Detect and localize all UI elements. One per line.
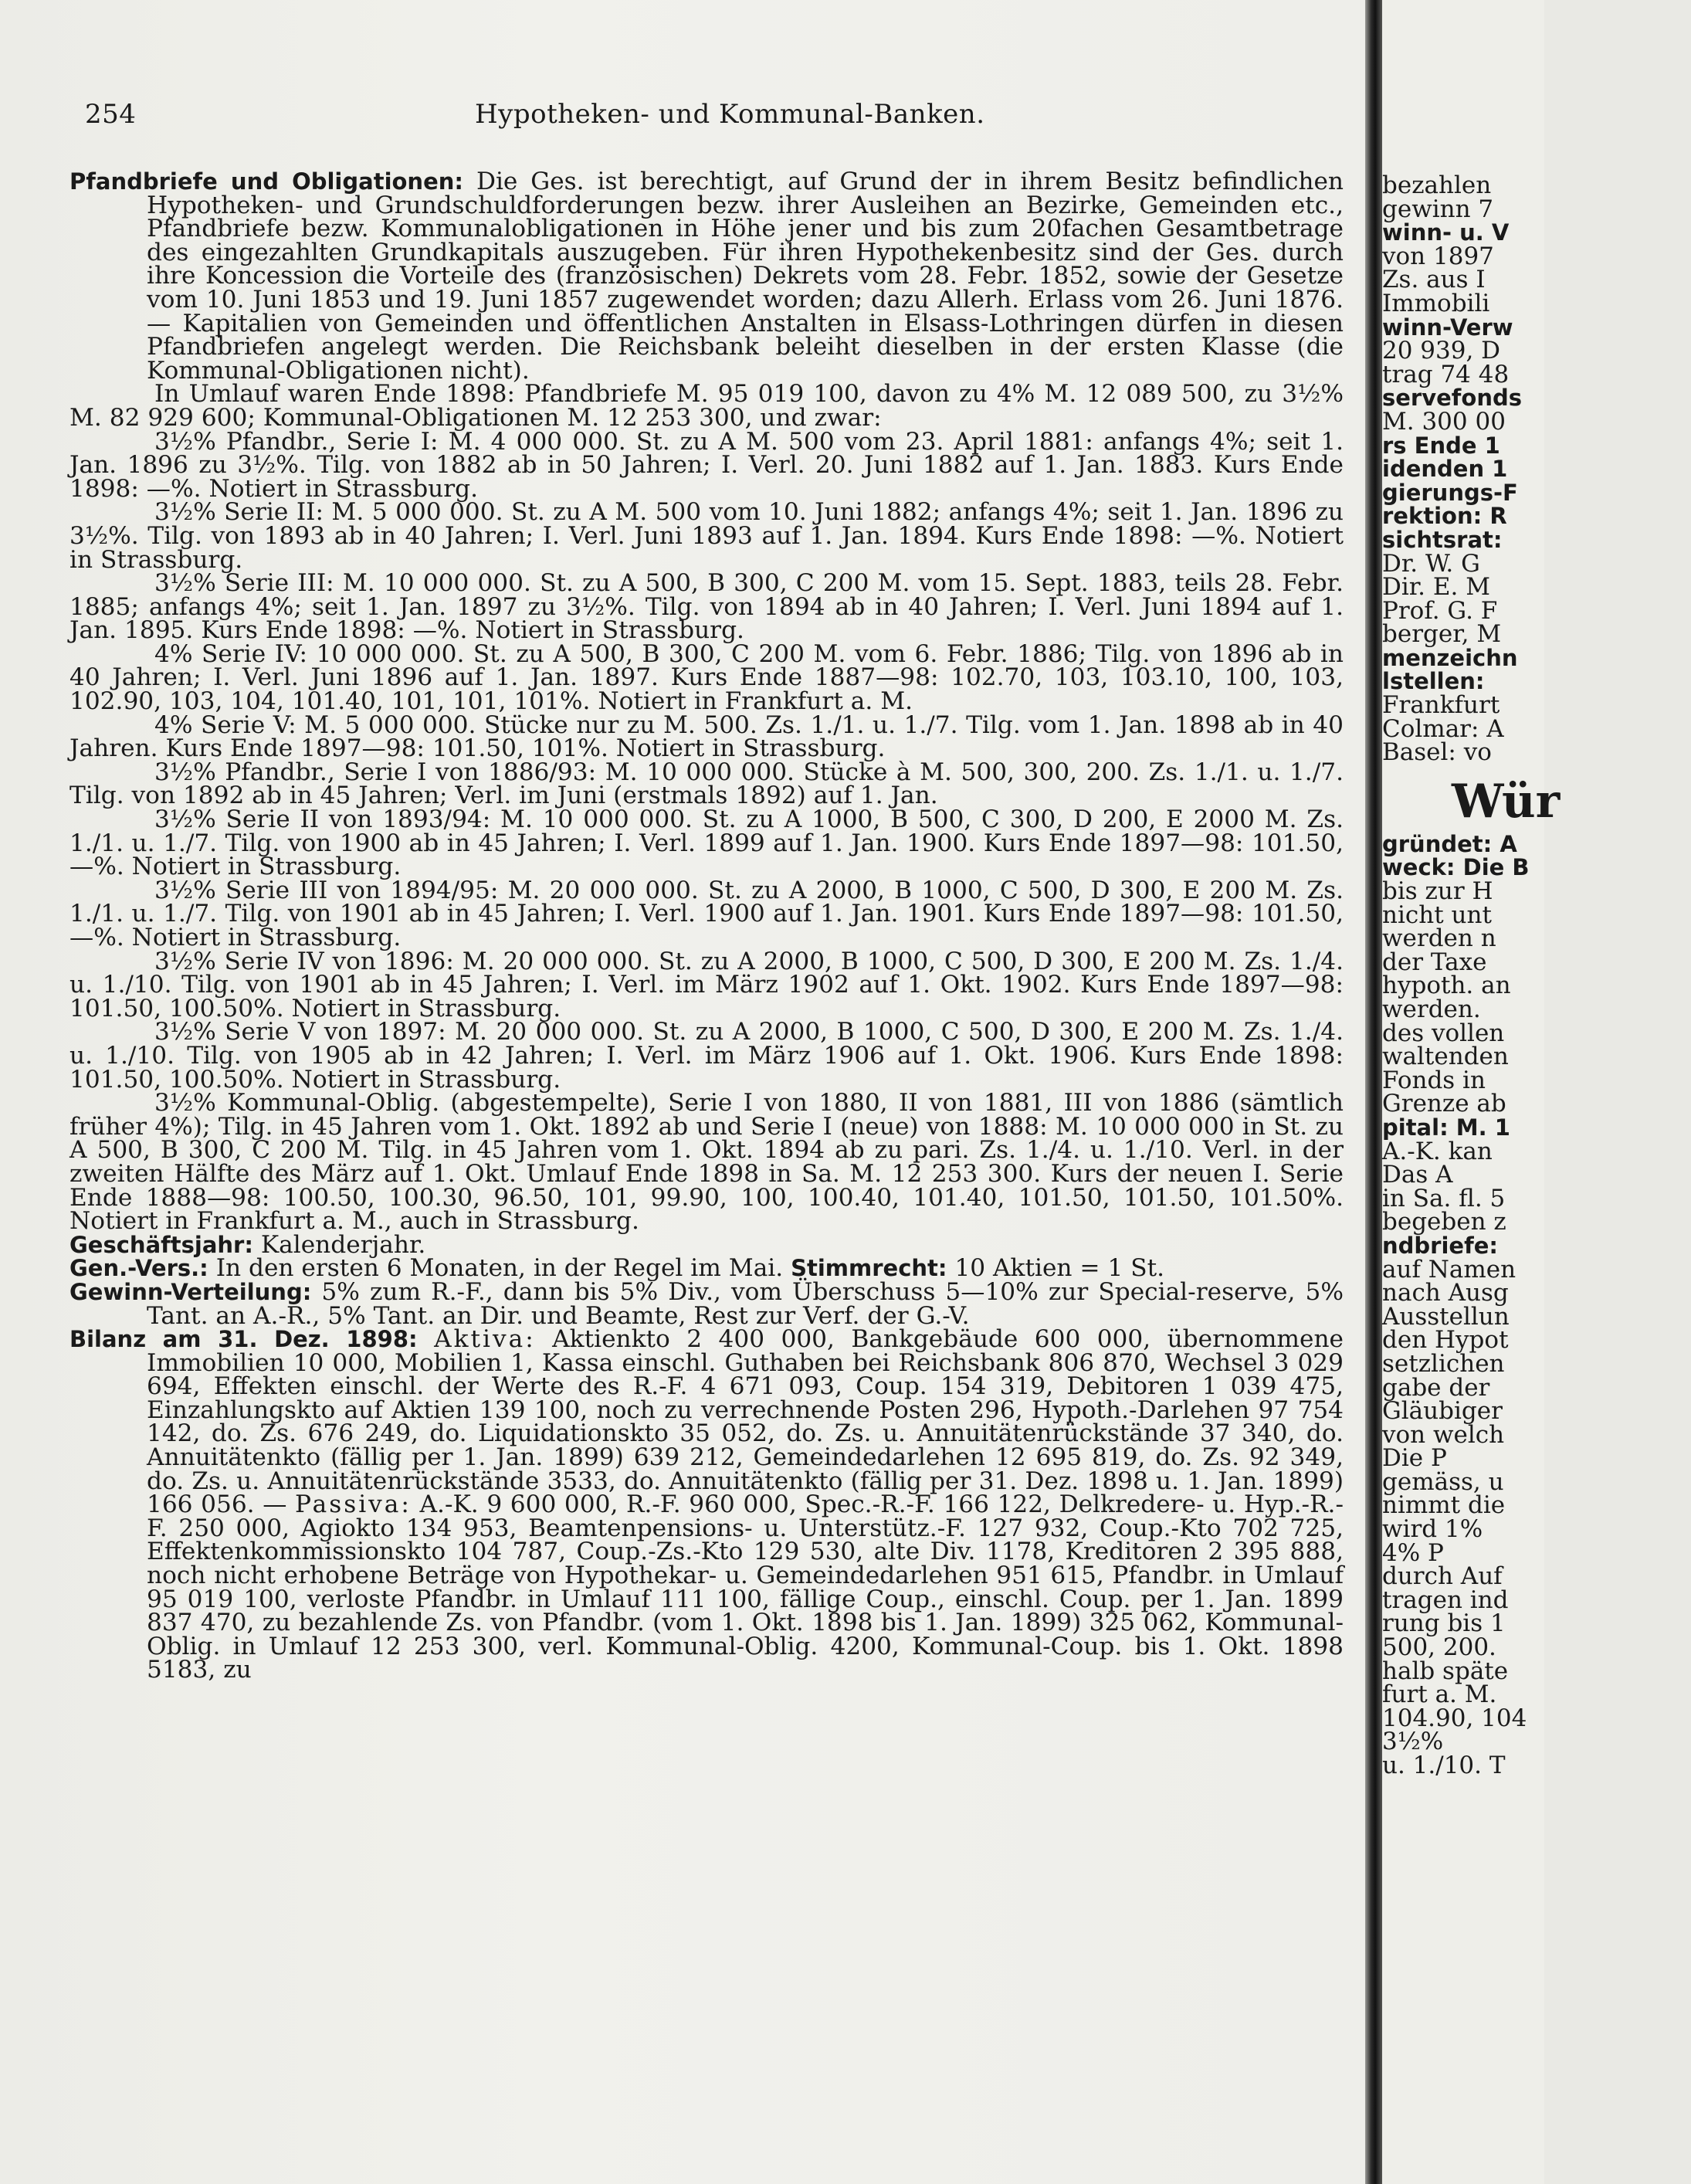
main-text-column xyxy=(69,170,1344,1682)
page-title: Hypotheken- und Kommunal-Banken. xyxy=(475,99,985,130)
right-page-line: Gläubiger xyxy=(1382,1397,1503,1426)
umlauf-paragraph: In Umlauf waren Ende 1898: Pfandbriefe M. 95 019 100, davon zu 4% M. 12 089 500, zu 3½% M. 82 929 600; Kommunal-Obligationen M. 12 253 300, und zwar: xyxy=(69,380,1344,432)
right-page-line: bis zur H xyxy=(1382,877,1493,906)
right-page-line: gemäss, u xyxy=(1382,1467,1504,1496)
right-page-line: von 1897 xyxy=(1382,242,1494,270)
right-page-edge xyxy=(1382,0,1561,2184)
series-entry: 3½% Pfandbr., Serie I: M. 4 000 000. St. zu A M. 500 vom 23. April 1881: anfangs 4%; seit 1. Jan. 1896 zu 3½%. Tilg. von 1882 ab in 50 Jahren; I. Verl. 20. Juni 1882 auf 1. Jan. 1883. Kurs Ende 1898: —%. Notiert in Strassburg. xyxy=(69,427,1344,503)
right-page-line: gabe der xyxy=(1382,1373,1490,1402)
right-page-line: lstellen: xyxy=(1382,668,1485,695)
right-page-line: furt a. M. xyxy=(1382,1680,1497,1709)
right-page-line: weck: Die B xyxy=(1382,854,1530,881)
right-page-line: nicht unt xyxy=(1382,900,1492,929)
bilanz-paragraph xyxy=(69,1325,1344,1684)
gen-vers-heading: Gen.-Vers.: xyxy=(69,1255,208,1282)
right-page-line: der Taxe xyxy=(1382,948,1487,976)
right-page-line: Colmar: A xyxy=(1382,714,1504,743)
right-page-line: sichtsrat: xyxy=(1382,526,1503,553)
geschaeftsjahr-text: Kalenderjahr. xyxy=(260,1230,426,1259)
right-page-line: trag 74 48 xyxy=(1382,360,1510,388)
right-page-line: nimmt die xyxy=(1382,1491,1506,1520)
passiva-text: A.-K. 9 600 000, R.-F. 960 000, Spec.-R.-F. 166 122, Delkredere- u. Hyp.-R.-F. 250 000, Agiokto 134 953, Beamtenpensions- u. Unterstütz.-F. 127 932, Coup.-Kto 702 725, Effektenkommissionskto 104 787, Coup.-Zs.-Kto 129 530, alte Div. 1178, Kreditoren 2 395 888, noch nicht erhobene Beträge von Hypothekar- u. Gemeindedarlehen 951 615, Pfandbr. in Umlauf 95 019 100, verloste Pfandbr. in Umlauf 111 100, fällige Coup., einschl. Coup. per 1. Jan. 1899 837 470, zu bezahlende Zs. von Pfandbr. (vom 1. Okt. 1898 bis 1. Jan. 1899) 325 062, Kommunal-Oblig. in Umlauf 12 253 300, verl. Kommunal-Oblig. 4200, Kommunal-Coup. bis 1. Okt. 1898 5183, zu xyxy=(147,1490,1344,1684)
series-entry: 3½% Serie III von 1894/95: M. 20 000 000. St. zu A 2000, B 1000, C 500, D 300, E 200 M. Zs. 1./1. u. 1./7. Tilg. von 1901 ab in 45 Jahren; I. Verl. 1900 auf 1. Jan. 1901. Kurs Ende 1897—98: 101.50, —%. Notiert in Strassburg. xyxy=(69,876,1344,951)
passiva-label: Passiva: xyxy=(295,1490,412,1519)
right-page-line: winn-Verw xyxy=(1382,314,1513,341)
gewinn-verteilung-text: 5% zum R.-F., dann bis 5% Div., vom Überschuss 5—10% zur Special-reserve, 5% Tant. an A.-R., 5% Tant. an Dir. und Beamte, Rest zur Verf. der G.-V. xyxy=(147,1277,1344,1330)
right-page-line: bezahlen xyxy=(1382,171,1492,199)
right-page-line: rektion: R xyxy=(1382,503,1507,530)
right-page-line: rs Ende 1 xyxy=(1382,432,1500,459)
right-page-line: M. 300 00 xyxy=(1382,407,1506,436)
right-page-line: 500, 200. xyxy=(1382,1633,1496,1662)
right-page-line: gewinn 7 xyxy=(1382,195,1494,223)
pfandbriefe-text: Die Ges. ist berechtigt, auf Grund der in ihrem Besitz befindlichen Hypotheken- und Grundschuldforderungen bezw. ihrer Ausleihen an Bezirke, Gemeinden etc., Pfandbriefe bezw. Kommunalobligationen in Höhe jener und bis zum 20fachen Gesamtbetrage des eingezahlten Grundkapitals auszugeben. Für ihren Hypothekenbesitz sind der Ges. durch ihre Koncession die Vorteile des (französischen) Dekrets vom 28. Febr. 1852, sowie der Gesetze vom 10. Juni 1853 und 19. Juni 1857 zugewendet worden; dazu Allerh. Erlass vom 26. Juni 1876. — Kapitalien von Gemeinden und öffentlichen Anstalten in Elsass-Lothringen dürfen in diesen Pfandbriefen angelegt werden. Die Reichsbank beleiht dieselben in der ersten Klasse (die Kommunal-Obligationen nicht). xyxy=(147,168,1344,385)
page-number: 254 xyxy=(85,99,137,130)
right-page-line: winn- u. V xyxy=(1382,219,1510,246)
right-page-line: den Hypot xyxy=(1382,1326,1509,1355)
kommunal-entry: 3½% Kommunal-Oblig. (abgestempelte), Serie I von 1880, II von 1881, III von 1886 (sämtlich früher 4%); Tilg. in 45 Jahren vom 1. Okt. 1892 ab und Serie I (neue) von 1888: M. 10 000 000 in St. zu A 500, B 300, C 200 M. Tilg. in 45 Jahren vom 1. Okt. 1894 ab zu pari. Zs. 1./4. u. 1./10. Verl. in der zweiten Hälfte des März auf 1. Okt. Umlauf Ende 1898 in Sa. M. 12 253 300. Kurs der neuen I. Serie Ende 1888—98: 100.50, 100.30, 96.50, 101, 99.90, 100, 100.40, 101.40, 101.50, 101.50, 101.50%. Notiert in Frankfurt a. M., auch in Strassburg. xyxy=(69,1089,1344,1236)
stimmrecht-heading: Stimmrecht: xyxy=(791,1255,947,1282)
right-page-line: Frankfurt xyxy=(1382,691,1500,720)
right-page-line: Ausstellun xyxy=(1382,1302,1510,1331)
pfandbriefe-paragraph xyxy=(69,168,1344,385)
series-entry: 4% Serie V: M. 5 000 000. Stücke nur zu M. 500. Zs. 1./1. u. 1./7. Tilg. vom 1. Jan. 1898 ab in 40 Jahren. Kurs Ende 1897—98: 101.50, 101%. Notiert in Strassburg. xyxy=(69,710,1344,763)
aktiva-text: Aktienkto 2 400 000, Bankgebäude 600 000, übernommene Immobilien 10 000, Mobilien 1, Kassa einschl. Guthaben bei Reichsbank 806 870, Wechsel 3 029 694, Effekten einschl. der Werte des R.-F. 4 671 093, Coup. 154 319, Debitoren 1 039 475, Einzahlungskto auf Aktien 139 100, noch zu verrechnende Posten 296, Hypoth.-Darlehen 97 754 142, do. Zs. 676 249, do. Liquidationskto 35 052, do. Zs. u. Annuitätenrückstände 37 340, do. Annuitätenkto (fällig per 1. Jan. 1899) 639 212, Gemeindedarlehen 12 695 819, do. Zs. 92 349, do. Zs. u. Annuitätenrückstände 3533, do. Annuitätenkto (fällig per 31. Dez. 1898 u. 1. Jan. 1899) 166 056. — xyxy=(147,1325,1344,1519)
right-page-line: ndbriefe: xyxy=(1382,1232,1498,1259)
right-page-line: Basel: vo xyxy=(1382,738,1492,767)
right-page-line: hypoth. an xyxy=(1382,972,1511,1000)
right-page-line: Immobili xyxy=(1382,289,1490,317)
right-page-line: 4% P xyxy=(1382,1538,1444,1567)
right-page-line: nach Ausg xyxy=(1382,1279,1509,1307)
right-page-line: von welch xyxy=(1382,1420,1505,1449)
right-page-line: servefonds xyxy=(1382,385,1523,412)
gen-vers-line xyxy=(69,1254,1344,1283)
right-page-line: wird 1% xyxy=(1382,1515,1483,1544)
right-page-line: gründet: A xyxy=(1382,830,1517,857)
right-page-line: auf Namen xyxy=(1382,1255,1516,1284)
right-page-line: Prof. G. F xyxy=(1382,596,1498,625)
right-page-line: 3½% xyxy=(1382,1728,1444,1756)
right-page-line: A.-K. kan xyxy=(1382,1137,1493,1165)
right-page-line: setzlichen xyxy=(1382,1349,1505,1378)
right-page-line: Zs. aus I xyxy=(1382,266,1486,294)
right-page-line: idenden 1 xyxy=(1382,456,1508,483)
pfandbriefe-heading: Pfandbriefe und Obligationen: xyxy=(69,168,463,195)
bilanz-heading: Bilanz am 31. Dez. 1898: xyxy=(69,1326,418,1353)
right-page-heading: Wür xyxy=(1452,774,1561,829)
series-entry: 3½% Serie II: M. 5 000 000. St. zu A M. 500 vom 10. Juni 1882; anfangs 4%; seit 1. Jan. 1896 zu 3½%. Tilg. von 1893 ab in 40 Jahren; I. Verl. Juni 1893 auf 1. Jan. 1894. Kurs Ende 1898: —%. Notiert in Strassburg. xyxy=(69,498,1344,574)
right-page-line: in Sa. fl. 5 xyxy=(1382,1184,1506,1212)
right-page-line: gierungs-F xyxy=(1382,479,1518,506)
series-entry: 3½% Serie IV von 1896: M. 20 000 000. St. zu A 2000, B 1000, C 500, D 300, E 200 M. Zs. 1./4. u. 1./10. Tilg. von 1901 ab in 45 Jahren; I. Verl. im März 1902 auf 1. Okt. 1902. Kurs Ende 1897—98: 101.50, 100.50%. Notiert in Strassburg. xyxy=(69,947,1344,1022)
geschaeftsjahr-heading: Geschäftsjahr: xyxy=(69,1231,253,1258)
right-page-line: begeben z xyxy=(1382,1208,1506,1236)
right-page-line: Die P xyxy=(1382,1444,1447,1473)
right-page-fragments xyxy=(1382,171,1691,1779)
geschaeftsjahr-line xyxy=(69,1230,1344,1259)
right-page-line: Dir. E. M xyxy=(1382,573,1490,602)
gewinn-verteilung-paragraph xyxy=(69,1277,1344,1330)
right-page-line: werden n xyxy=(1382,924,1496,953)
right-page-line: waltenden xyxy=(1382,1043,1509,1071)
gewinn-verteilung-heading: Gewinn-Verteilung: xyxy=(69,1278,312,1305)
right-page-line: tragen ind xyxy=(1382,1585,1509,1614)
right-page-line: 104.90, 104 xyxy=(1382,1704,1527,1732)
right-page-line: Fonds in xyxy=(1382,1066,1486,1094)
right-page-line: rung bis 1 xyxy=(1382,1609,1506,1638)
stimmrecht-text: 10 Aktien = 1 St. xyxy=(954,1254,1165,1283)
running-head xyxy=(85,99,1320,136)
right-page-line: menzeichn xyxy=(1382,644,1518,671)
right-page-line: werden. xyxy=(1382,995,1481,1023)
gen-vers-text: In den ersten 6 Monaten, in der Regel im Mai. xyxy=(215,1254,784,1283)
aktiva-label: Aktiva: xyxy=(434,1325,536,1354)
right-page-line: Das A xyxy=(1382,1161,1453,1189)
right-page-line: u. 1./10. T xyxy=(1382,1752,1506,1779)
series-entry: 3½% Pfandbr., Serie I von 1886/93: M. 10 000 000. Stücke à M. 500, 300, 200. Zs. 1./1. u. 1./7. Tilg. von 1892 ab in 45 Jahren; Verl. im Juni (erstmals 1892) auf 1. Jan. xyxy=(69,758,1344,810)
series-entry: 3½% Serie III: M. 10 000 000. St. zu A 500, B 300, C 200 M. vom 15. Sept. 1883, teils 28. Febr. 1885; anfangs 4%; seit 1. Jan. 1897 zu 3½%. Tilg. von 1894 ab in 40 Jahren; I. Verl. Juni 1894 auf 1. Jan. 1895. Kurs Ende 1898: —%. Notiert in Strassburg. xyxy=(69,569,1344,645)
book-gutter xyxy=(1365,0,1382,2184)
right-page-line: berger, M xyxy=(1382,620,1502,649)
series-entry: 4% Serie IV: 10 000 000. St. zu A 500, B 300, C 200 M. vom 6. Febr. 1886; Tilg. von 1896 ab in 40 Jahren; I. Verl. Juni 1896 auf 1. Jan. 1897. Kurs Ende 1887—98: 102.70, 103, 103.10, 100, 103, 102.90, 103, 104, 101.40, 101, 101, 101%. Notiert in Frankfurt a. M. xyxy=(69,639,1344,716)
right-page-line: des vollen xyxy=(1382,1019,1505,1047)
right-page-line: Dr. W. G xyxy=(1382,549,1480,578)
series-entry: 3½% Serie II von 1893/94: M. 10 000 000. St. zu A 1000, B 500, C 300, D 200, E 2000 M. Zs. 1./1. u. 1./7. Tilg. von 1900 ab in 45 Jahren; I. Verl. 1899 auf 1. Jan. 1900. Kurs Ende 1897—98: 101.50, —%. Notiert in Strassburg. xyxy=(69,805,1344,881)
right-page-line: 20 939, D xyxy=(1382,337,1501,365)
right-page-line: durch Auf xyxy=(1382,1562,1503,1591)
series-entry: 3½% Serie V von 1897: M. 20 000 000. St. zu A 2000, B 1000, C 500, D 300, E 200 M. Zs. 1./4. u. 1./10. Tilg. von 1905 ab in 42 Jahren; I. Verl. im März 1906 auf 1. Okt. 1906. Kurs Ende 1898: 101.50, 100.50%. Notiert in Strassburg. xyxy=(69,1018,1344,1094)
right-page-line: pital: M. 1 xyxy=(1382,1114,1510,1141)
right-page-line: Grenze ab xyxy=(1382,1090,1506,1118)
right-page-line: halb späte xyxy=(1382,1657,1509,1685)
